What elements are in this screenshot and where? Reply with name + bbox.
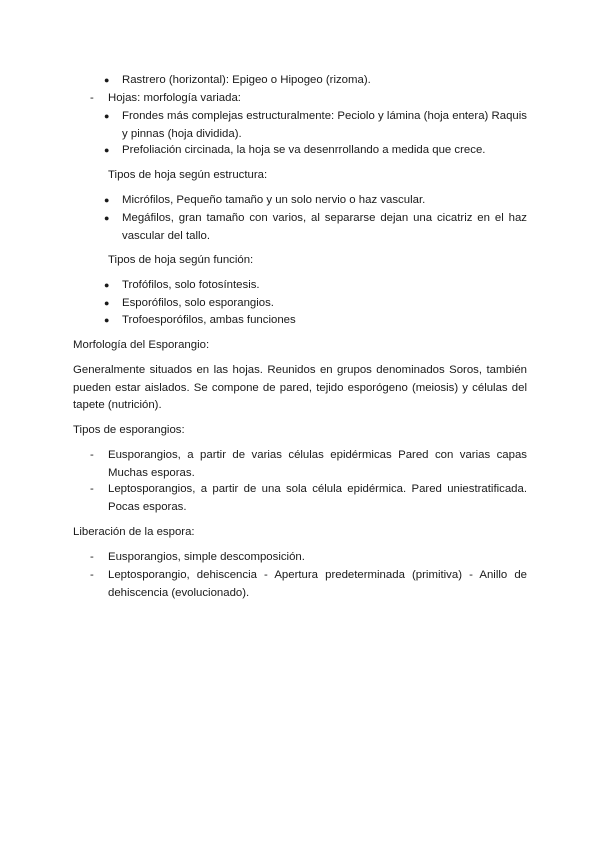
section-heading: Tipos de hoja según estructura: [108,169,268,181]
bullet-icon: ● [104,280,110,290]
list-item-text: Micrófilos, Pequeño tamaño y un solo nervio o haz vascular. [122,194,426,206]
list-item [0,481,600,517]
list-item [0,312,600,330]
list-item-text: Megáfilos, gran tamaño con varios, al separarse dejan una cicatriz en el haz vascular del tallo. [122,212,527,242]
dash-marker: - [90,551,94,563]
bullet-icon: ● [104,75,110,85]
list-item [0,447,600,483]
list-item [0,567,600,603]
dash-marker: - [90,449,94,461]
dash-marker: - [90,92,94,104]
list-item [0,72,600,90]
body-paragraph: Generalmente situados en las hojas. Reunidos en grupos denominados Soros, también pueden estar aislados. Se compone de pared, tejido esporógeno (meiosis) y células del tapete (nutrición). [73,364,527,411]
section-heading: Morfología del Esporangio: [73,339,210,351]
list-item [0,549,600,567]
section-heading: Tipos de esporangios: [73,424,185,436]
bullet-icon: ● [104,298,110,308]
list-item-text: Eusporangios, a partir de varias células epidérmicas Pared con varias capas Muchas esporas. [108,449,527,479]
list-item-text: Prefoliación circinada, la hoja se va desenrrollando a medida que crece. [122,144,486,156]
list-item [0,210,600,246]
bullet-icon: ● [104,195,110,205]
list-item [0,277,600,295]
list-item-text: Trofófilos, solo fotosíntesis. [122,279,260,291]
list-item-text: Trofoesporófilos, ambas funciones [122,314,296,326]
list-item-text: Hojas: morfología variada: [108,92,241,104]
list-item-text: Rastrero (horizontal): Epigeo o Hipogeo (rizoma). [122,74,371,86]
list-item-text: Esporófilos, solo esporangios. [122,297,274,309]
list-item-text: Leptosporangios, a partir de una sola célula epidérmica. Pared uniestratificada. Pocas esporas. [108,483,527,513]
list-item-text: Eusporangios, simple descomposición. [108,551,305,563]
dash-marker: - [90,483,94,495]
list-item [0,90,600,108]
list-item [0,295,600,313]
list-item-text: Leptosporangio, dehiscencia - Apertura predeterminada (primitiva) - Anillo de dehiscencia (evolucionado). [108,569,527,599]
section-heading: Liberación de la espora: [73,526,195,538]
bullet-icon: ● [104,111,110,121]
list-item-text: Frondes más complejas estructuralmente: Peciolo y lámina (hoja entera) Raquis y pinnas (hoja dividida). [122,110,527,140]
bullet-icon: ● [104,213,110,223]
list-item [0,142,600,160]
list-item [0,192,600,210]
list-item [0,108,600,144]
bullet-icon: ● [104,145,110,155]
bullet-icon: ● [104,315,110,325]
dash-marker: - [90,569,94,581]
section-heading: Tipos de hoja según función: [108,254,254,266]
